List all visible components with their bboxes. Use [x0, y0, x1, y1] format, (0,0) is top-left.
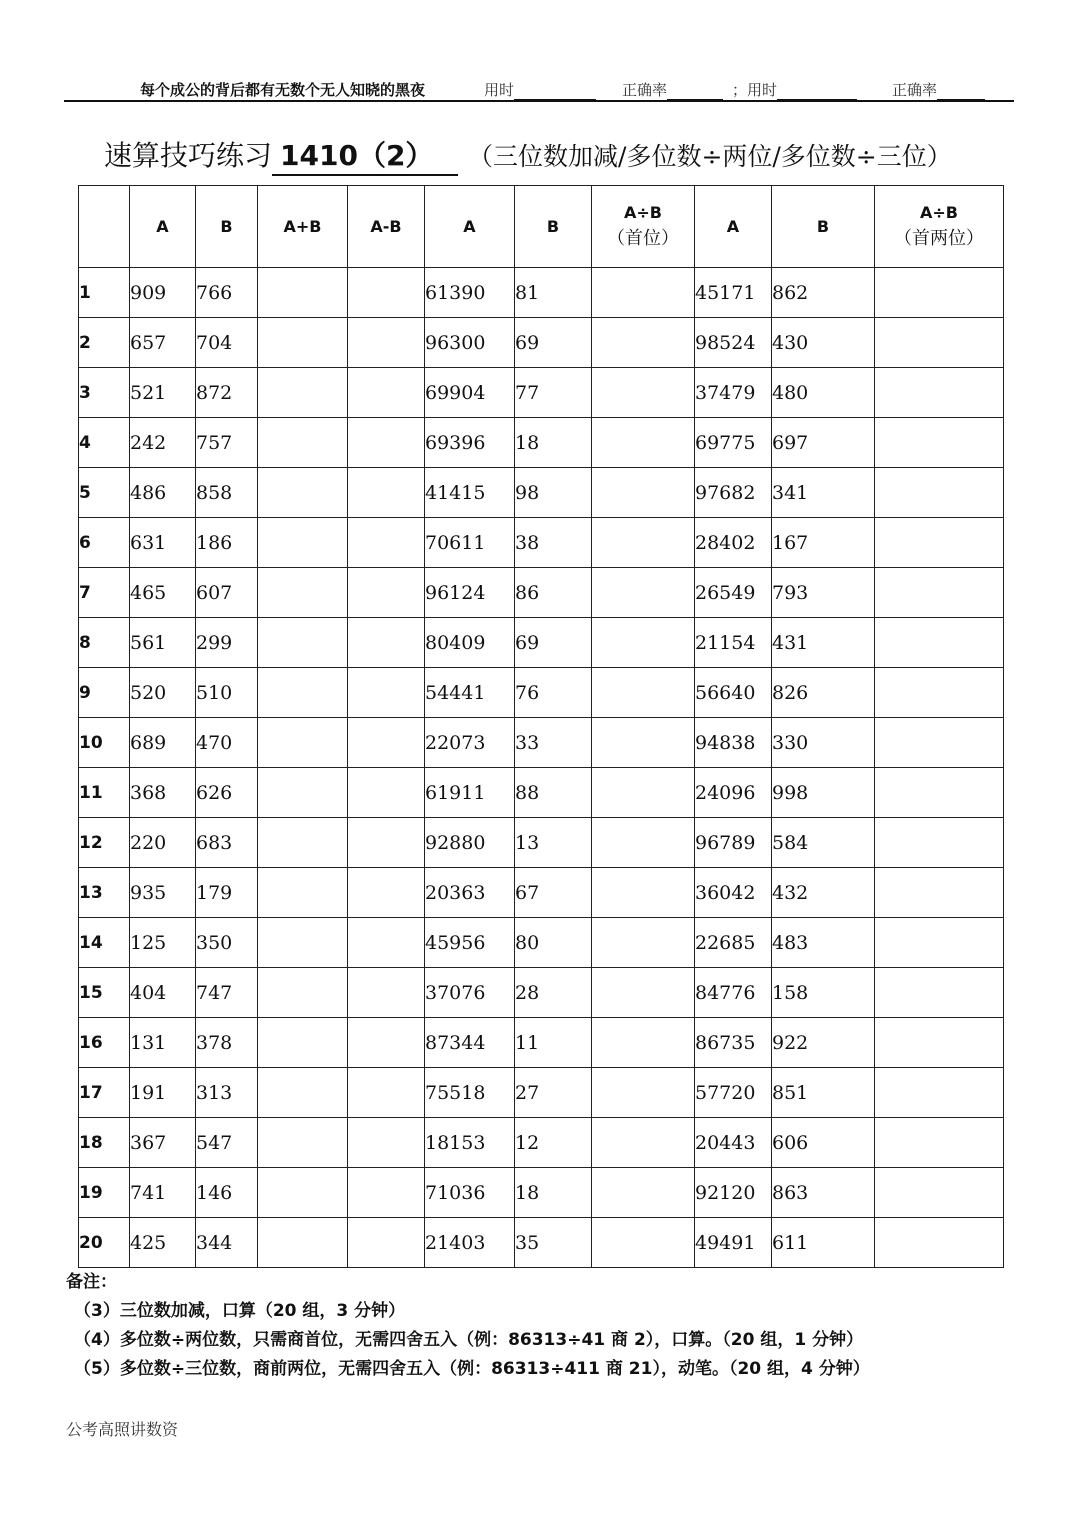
cell-a2: 37076: [425, 968, 515, 1018]
answer-diff[interactable]: [348, 718, 425, 768]
answer-quotient-first[interactable]: [592, 668, 695, 718]
cell-a2: 71036: [425, 1168, 515, 1218]
cell-b3: 606: [772, 1118, 875, 1168]
cell-b2: 69: [515, 618, 592, 668]
answer-quotient-first-two[interactable]: [875, 918, 1004, 968]
answer-quotient-first[interactable]: [592, 1168, 695, 1218]
answer-quotient-first[interactable]: [592, 1218, 695, 1268]
answer-quotient-first-two[interactable]: [875, 768, 1004, 818]
cell-b3: 998: [772, 768, 875, 818]
answer-quotient-first-two[interactable]: [875, 1118, 1004, 1168]
answer-sum[interactable]: [258, 768, 348, 818]
answer-quotient-first-two[interactable]: [875, 418, 1004, 468]
footer-source: 公考高照讲数资: [66, 1420, 179, 1439]
cell-b1: 747: [196, 968, 258, 1018]
practice-table: [78, 185, 1004, 1268]
cell-b3: 851: [772, 1068, 875, 1118]
table-header-row: [79, 186, 1004, 268]
row-number: 8: [79, 618, 130, 668]
answer-quotient-first-two[interactable]: [875, 1068, 1004, 1118]
cell-a3: 84776: [695, 968, 772, 1018]
cell-a3: 20443: [695, 1118, 772, 1168]
answer-sum[interactable]: [258, 468, 348, 518]
cell-b1: 858: [196, 468, 258, 518]
header-sum: A+B: [258, 186, 348, 268]
cell-b3: 330: [772, 718, 875, 768]
cell-a2: 69904: [425, 368, 515, 418]
answer-diff[interactable]: [348, 968, 425, 1018]
answer-diff[interactable]: [348, 518, 425, 568]
cell-a1: 561: [130, 618, 196, 668]
header-quotient-first: A÷B （首位）: [592, 186, 695, 268]
cell-b3: 611: [772, 1218, 875, 1268]
header-line: [64, 76, 1014, 102]
cell-b1: 607: [196, 568, 258, 618]
row-number: 12: [79, 818, 130, 868]
accuracy-field-1[interactable]: 正确率: [622, 79, 723, 100]
row-number: 1: [79, 268, 130, 318]
time-field-1[interactable]: 用时: [484, 79, 596, 100]
table-row: [79, 668, 1004, 718]
cell-a3: 26549: [695, 568, 772, 618]
answer-sum[interactable]: [258, 968, 348, 1018]
answer-quotient-first[interactable]: [592, 818, 695, 868]
row-number: 9: [79, 668, 130, 718]
cell-b1: 470: [196, 718, 258, 768]
cell-a3: 86735: [695, 1018, 772, 1068]
cell-a1: 131: [130, 1018, 196, 1068]
cell-a3: 92120: [695, 1168, 772, 1218]
table-row: [79, 1218, 1004, 1268]
cell-b2: 81: [515, 268, 592, 318]
answer-quotient-first[interactable]: [592, 1118, 695, 1168]
notes-heading: 备注：: [66, 1272, 117, 1292]
answer-quotient-first[interactable]: [592, 568, 695, 618]
cell-a3: 94838: [695, 718, 772, 768]
answer-diff[interactable]: [348, 318, 425, 368]
cell-a1: 657: [130, 318, 196, 368]
cell-b3: 826: [772, 668, 875, 718]
worksheet-title: [104, 134, 952, 176]
cell-a1: 520: [130, 668, 196, 718]
cell-a2: 18153: [425, 1118, 515, 1168]
cell-b1: 344: [196, 1218, 258, 1268]
header-a1: A: [130, 186, 196, 268]
cell-b1: 313: [196, 1068, 258, 1118]
answer-quotient-first[interactable]: [592, 468, 695, 518]
answer-sum[interactable]: [258, 368, 348, 418]
table-row: [79, 818, 1004, 868]
answer-diff[interactable]: [348, 668, 425, 718]
answer-diff[interactable]: [348, 1068, 425, 1118]
cell-a3: 96789: [695, 818, 772, 868]
row-number: 10: [79, 718, 130, 768]
cell-a2: 54441: [425, 668, 515, 718]
cell-a2: 20363: [425, 868, 515, 918]
answer-sum[interactable]: [258, 668, 348, 718]
answer-sum[interactable]: [258, 918, 348, 968]
cell-b1: 547: [196, 1118, 258, 1168]
cell-b3: 862: [772, 268, 875, 318]
answer-quotient-first-two[interactable]: [875, 618, 1004, 668]
cell-b3: 341: [772, 468, 875, 518]
answer-sum[interactable]: [258, 1218, 348, 1268]
table-row: [79, 968, 1004, 1018]
row-number: 4: [79, 418, 130, 468]
title-subtitle: （三位数加减/多位数÷两位/多位数÷三位）: [468, 142, 952, 171]
row-number: 15: [79, 968, 130, 1018]
cell-a1: 191: [130, 1068, 196, 1118]
answer-quotient-first[interactable]: [592, 718, 695, 768]
answer-sum[interactable]: [258, 1068, 348, 1118]
answer-quotient-first-two[interactable]: [875, 568, 1004, 618]
cell-a3: 22685: [695, 918, 772, 968]
cell-b1: 510: [196, 668, 258, 718]
table-row: [79, 618, 1004, 668]
header-diff: A-B: [348, 186, 425, 268]
answer-diff[interactable]: [348, 1018, 425, 1068]
cell-b2: 80: [515, 918, 592, 968]
answer-sum[interactable]: [258, 568, 348, 618]
header-a2: A: [425, 186, 515, 268]
cell-a2: 45956: [425, 918, 515, 968]
answer-sum[interactable]: [258, 1168, 348, 1218]
table-row: [79, 1118, 1004, 1168]
answer-quotient-first-two[interactable]: [875, 1018, 1004, 1068]
answer-sum[interactable]: [258, 1118, 348, 1168]
cell-a3: 98524: [695, 318, 772, 368]
table-row: [79, 518, 1004, 568]
cell-b3: 863: [772, 1168, 875, 1218]
cell-b3: 158: [772, 968, 875, 1018]
cell-b2: 77: [515, 368, 592, 418]
cell-b1: 186: [196, 518, 258, 568]
note-line-3: （3）三位数加减，口算（20 组，3 分钟）: [74, 1301, 406, 1321]
cell-b2: 35: [515, 1218, 592, 1268]
cell-b1: 757: [196, 418, 258, 468]
row-number: 18: [79, 1118, 130, 1168]
title-code: 1410（2）: [272, 134, 458, 176]
cell-a3: 57720: [695, 1068, 772, 1118]
cell-a3: 56640: [695, 668, 772, 718]
table-row: [79, 768, 1004, 818]
cell-b1: 704: [196, 318, 258, 368]
answer-diff[interactable]: [348, 1168, 425, 1218]
header-index: [79, 186, 130, 268]
cell-b1: 146: [196, 1168, 258, 1218]
answer-diff[interactable]: [348, 368, 425, 418]
row-number: 14: [79, 918, 130, 968]
answer-sum[interactable]: [258, 268, 348, 318]
cell-a3: 97682: [695, 468, 772, 518]
answer-quotient-first-two[interactable]: [875, 718, 1004, 768]
cell-a2: 87344: [425, 1018, 515, 1068]
cell-b3: 584: [772, 818, 875, 868]
row-number: 6: [79, 518, 130, 568]
cell-b3: 432: [772, 868, 875, 918]
cell-b2: 18: [515, 1168, 592, 1218]
cell-a1: 521: [130, 368, 196, 418]
cell-a3: 28402: [695, 518, 772, 568]
answer-quotient-first[interactable]: [592, 1018, 695, 1068]
cell-a2: 80409: [425, 618, 515, 668]
answer-quotient-first[interactable]: [592, 618, 695, 668]
row-number: 11: [79, 768, 130, 818]
header-motto: 每个成公的背后都有无数个无人知晓的黑夜: [140, 81, 426, 99]
answer-sum[interactable]: [258, 868, 348, 918]
answer-quotient-first[interactable]: [592, 318, 695, 368]
cell-b2: 28: [515, 968, 592, 1018]
answer-sum[interactable]: [258, 1018, 348, 1068]
answer-quotient-first-two[interactable]: [875, 318, 1004, 368]
row-number: 2: [79, 318, 130, 368]
answer-quotient-first-two[interactable]: [875, 368, 1004, 418]
cell-a1: 425: [130, 1218, 196, 1268]
answer-quotient-first[interactable]: [592, 968, 695, 1018]
answer-sum[interactable]: [258, 418, 348, 468]
answer-quotient-first[interactable]: [592, 268, 695, 318]
row-number: 16: [79, 1018, 130, 1068]
table-row: [79, 918, 1004, 968]
answer-diff[interactable]: [348, 1118, 425, 1168]
cell-a1: 689: [130, 718, 196, 768]
cell-a1: 125: [130, 918, 196, 968]
answer-diff[interactable]: [348, 868, 425, 918]
cell-a3: 24096: [695, 768, 772, 818]
cell-b2: 38: [515, 518, 592, 568]
cell-b2: 67: [515, 868, 592, 918]
answer-quotient-first[interactable]: [592, 918, 695, 968]
cell-a1: 486: [130, 468, 196, 518]
cell-b2: 18: [515, 418, 592, 468]
table-row: [79, 718, 1004, 768]
note-line-5: （5）多位数÷三位数，商前两位，无需四舍五入（例：86313÷411 商 21），动笔。（20 组，4 分钟）: [74, 1359, 870, 1379]
header-b2: B: [515, 186, 592, 268]
cell-b2: 88: [515, 768, 592, 818]
cell-a2: 96124: [425, 568, 515, 618]
cell-b2: 11: [515, 1018, 592, 1068]
accuracy-field-2[interactable]: 正确率: [892, 79, 985, 100]
answer-quotient-first[interactable]: [592, 768, 695, 818]
note-line-4: （4）多位数÷两位数，只需商首位，无需四舍五入（例：86313÷41 商 2），口算。（20 组，1 分钟）: [74, 1330, 864, 1350]
row-number: 19: [79, 1168, 130, 1218]
table-row: [79, 868, 1004, 918]
cell-a2: 21403: [425, 1218, 515, 1268]
cell-b3: 697: [772, 418, 875, 468]
cell-a1: 367: [130, 1118, 196, 1168]
header-b1: B: [196, 186, 258, 268]
cell-a1: 909: [130, 268, 196, 318]
table-row: [79, 418, 1004, 468]
answer-quotient-first-two[interactable]: [875, 818, 1004, 868]
answer-quotient-first-two[interactable]: [875, 868, 1004, 918]
answer-quotient-first-two[interactable]: [875, 268, 1004, 318]
answer-quotient-first-two[interactable]: [875, 1218, 1004, 1268]
cell-a1: 242: [130, 418, 196, 468]
cell-a1: 465: [130, 568, 196, 618]
answer-diff[interactable]: [348, 918, 425, 968]
time-field-2[interactable]: ；用时: [732, 79, 857, 100]
cell-a2: 92880: [425, 818, 515, 868]
header-b3: B: [772, 186, 875, 268]
answer-diff[interactable]: [348, 618, 425, 668]
answer-quotient-first[interactable]: [592, 418, 695, 468]
cell-b1: 872: [196, 368, 258, 418]
title-prefix: 速算技巧练习: [104, 139, 273, 172]
cell-a2: 61390: [425, 268, 515, 318]
cell-b3: 483: [772, 918, 875, 968]
cell-b2: 27: [515, 1068, 592, 1118]
cell-b2: 86: [515, 568, 592, 618]
cell-a1: 935: [130, 868, 196, 918]
cell-a2: 22073: [425, 718, 515, 768]
answer-sum[interactable]: [258, 718, 348, 768]
cell-a3: 36042: [695, 868, 772, 918]
row-number: 20: [79, 1218, 130, 1268]
cell-b3: 431: [772, 618, 875, 668]
cell-b3: 793: [772, 568, 875, 618]
cell-a1: 404: [130, 968, 196, 1018]
answer-diff[interactable]: [348, 818, 425, 868]
table-row: [79, 1068, 1004, 1118]
cell-b1: 179: [196, 868, 258, 918]
answer-quotient-first-two[interactable]: [875, 968, 1004, 1018]
cell-a2: 96300: [425, 318, 515, 368]
answer-quotient-first-two[interactable]: [875, 518, 1004, 568]
cell-b1: 299: [196, 618, 258, 668]
answer-quotient-first-two[interactable]: [875, 468, 1004, 518]
cell-b3: 430: [772, 318, 875, 368]
cell-a3: 49491: [695, 1218, 772, 1268]
table-row: [79, 1168, 1004, 1218]
cell-b3: 167: [772, 518, 875, 568]
cell-a2: 75518: [425, 1068, 515, 1118]
cell-b3: 480: [772, 368, 875, 418]
answer-diff[interactable]: [348, 568, 425, 618]
answer-diff[interactable]: [348, 268, 425, 318]
row-number: 17: [79, 1068, 130, 1118]
cell-a2: 41415: [425, 468, 515, 518]
cell-b3: 922: [772, 1018, 875, 1068]
cell-a1: 368: [130, 768, 196, 818]
cell-b2: 76: [515, 668, 592, 718]
table-row: [79, 568, 1004, 618]
cell-b1: 350: [196, 918, 258, 968]
answer-sum[interactable]: [258, 818, 348, 868]
table-row: [79, 468, 1004, 518]
cell-a2: 69396: [425, 418, 515, 468]
table-row: [79, 318, 1004, 368]
header-quotient-first-two: A÷B （首两位）: [875, 186, 1004, 268]
table-row: [79, 368, 1004, 418]
cell-a3: 21154: [695, 618, 772, 668]
cell-b2: 33: [515, 718, 592, 768]
answer-diff[interactable]: [348, 418, 425, 468]
cell-b2: 98: [515, 468, 592, 518]
notes: [66, 1268, 870, 1384]
cell-a3: 69775: [695, 418, 772, 468]
cell-b2: 12: [515, 1118, 592, 1168]
answer-quotient-first-two[interactable]: [875, 1168, 1004, 1218]
row-number: 13: [79, 868, 130, 918]
cell-a1: 631: [130, 518, 196, 568]
cell-b1: 766: [196, 268, 258, 318]
answer-sum[interactable]: [258, 318, 348, 368]
row-number: 5: [79, 468, 130, 518]
row-number: 3: [79, 368, 130, 418]
cell-b2: 69: [515, 318, 592, 368]
table-row: [79, 1018, 1004, 1068]
answer-quotient-first[interactable]: [592, 368, 695, 418]
answer-quotient-first[interactable]: [592, 1068, 695, 1118]
cell-b2: 13: [515, 818, 592, 868]
answer-sum[interactable]: [258, 618, 348, 668]
answer-quotient-first[interactable]: [592, 868, 695, 918]
header-a3: A: [695, 186, 772, 268]
answer-diff[interactable]: [348, 768, 425, 818]
answer-diff[interactable]: [348, 468, 425, 518]
cell-a1: 741: [130, 1168, 196, 1218]
row-number: 7: [79, 568, 130, 618]
answer-diff[interactable]: [348, 1218, 425, 1268]
cell-a1: 220: [130, 818, 196, 868]
cell-a2: 61911: [425, 768, 515, 818]
cell-b1: 683: [196, 818, 258, 868]
cell-b1: 626: [196, 768, 258, 818]
answer-quotient-first-two[interactable]: [875, 668, 1004, 718]
cell-b1: 378: [196, 1018, 258, 1068]
table-row: [79, 268, 1004, 318]
cell-a3: 45171: [695, 268, 772, 318]
cell-a2: 70611: [425, 518, 515, 568]
answer-sum[interactable]: [258, 518, 348, 568]
cell-a3: 37479: [695, 368, 772, 418]
answer-quotient-first[interactable]: [592, 518, 695, 568]
